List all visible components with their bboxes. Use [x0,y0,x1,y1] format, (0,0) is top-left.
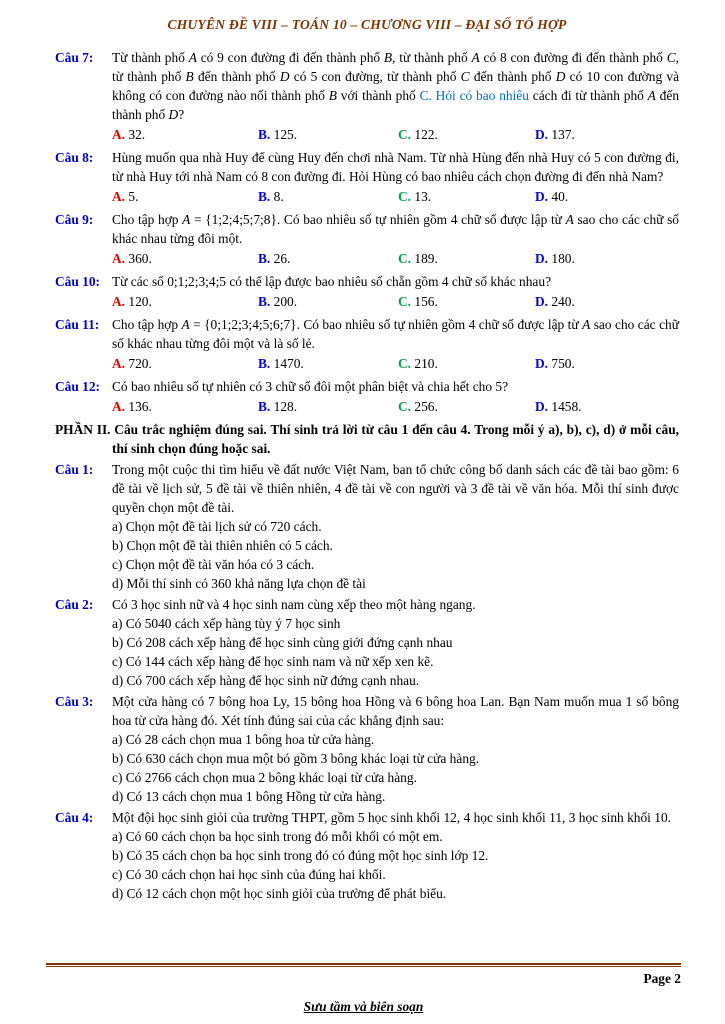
statement-item: c) Có 2766 cách chọn mua 2 bông khác loại từ cửa hàng. [112,770,417,785]
answer-option-A [112,249,258,268]
answer-option-A [112,292,258,311]
answer-value: 240. [548,294,575,309]
answer-key: D. [535,127,549,142]
question-text [112,210,679,248]
true-false-question [55,595,679,690]
question-text [112,315,679,353]
text-segment: A [647,88,656,103]
statement-list [112,614,679,690]
answer-key: C. [398,251,412,266]
text-segment: Cho tập hợp [112,212,183,227]
text-segment: A [182,212,191,227]
answer-key: D. [535,294,549,309]
question-main [112,377,679,418]
statement-item: d) Có 12 cách chọn một học sinh giỏi của trường để phát biểu. [112,886,447,901]
statement-item: b) Có 208 cách xếp hàng để học sinh cùng giới đứng cạnh nhau [112,635,453,650]
answer-key: D. [535,356,549,371]
multiple-choice-question [55,48,679,146]
multiple-choice-question [55,272,679,313]
answer-row [112,125,679,144]
part2-heading-row [55,420,679,458]
answer-key: A. [112,399,126,414]
answer-option-D [535,187,679,206]
question-label: Câu 9: [55,212,94,227]
answer-value: 360. [125,251,152,266]
answer-option-C [398,397,535,416]
text-segment: đến thành phố [193,69,280,84]
answer-value: 256. [411,399,438,414]
answer-value: 137. [548,127,575,142]
answer-value: 180. [548,251,575,266]
answer-key: D. [535,399,549,414]
page-number: Page 2 [643,971,681,986]
part2-true-false-section [55,460,679,903]
question-label: Câu 11: [55,317,100,332]
text-segment: có 10 con đường và không có con đường nào nối thành phố [112,69,680,103]
text-segment: Cho tập hợp [112,317,182,332]
text-segment: C [666,50,676,65]
answer-value: 1458. [548,399,582,414]
answer-value: 156. [411,294,438,309]
question-main [112,272,679,313]
true-false-question [55,808,679,903]
text-segment: , từ thành phố [112,50,679,84]
text-segment: A [181,317,190,332]
question-label: Câu 2: [55,597,94,612]
answer-key: C. [398,189,412,204]
answer-value: 122. [411,127,438,142]
text-segment: B [185,69,194,84]
text-segment: A [582,317,591,332]
text-segment: = {1;2;4;5;7;8}. [190,212,281,227]
answer-key: C. [398,356,412,371]
answer-key: A. [112,251,126,266]
statement-item: b) Có 35 cách chọn ba học sinh trong đó có đúng một học sinh lớp 12. [112,848,489,863]
answer-option-B [258,187,398,206]
multiple-choice-question [55,148,679,208]
statement-item: b) Chọn một đề tài thiên nhiên có 5 cách. [112,538,333,553]
statement-item: c) Có 144 cách xếp hàng để học sinh nam và nữ xếp xen kẽ. [112,654,434,669]
question-main [112,315,679,375]
answer-row [112,397,679,416]
question-text [112,460,679,517]
answer-key: D. [535,251,549,266]
text-segment: D [279,69,290,84]
question-main [112,808,679,903]
text-segment: , từ thành phố [392,50,472,65]
text-segment: A [188,50,197,65]
text-segment: cách đi từ thành phố [528,88,648,103]
answer-option-C [398,249,535,268]
answer-option-B [258,397,398,416]
question-text [112,48,679,124]
part1-multiple-choice-section [55,48,679,418]
statement-item: c) Có 30 cách chọn hai học sinh của đúng hai khối. [112,867,386,882]
answer-option-B [258,354,398,373]
answer-value: 1470. [270,356,304,371]
part2-instructions: Thí sinh trả lời từ câu 1 đến câu 4. Trong mỗi ý a), b), c), d) ở mỗi câu, thí sinh chọn đúng hoặc sai. [112,422,679,456]
part2-title: PHẦN II. Câu trắc nghiệm đúng sai. [55,422,267,437]
question-main [112,460,679,593]
answer-value: 5. [125,189,139,204]
answer-option-A [112,354,258,373]
answer-option-D [535,354,679,373]
text-segment: Từ các số 0;1;2;3;4;5 có thể lập được bao nhiêu số chẵn gồm 4 chữ số khác nhau? [112,274,552,289]
answer-value: 720. [125,356,152,371]
text-segment: Từ thành phố [112,50,189,65]
document-title: CHUYÊN ĐỀ VIII – TOÁN 10 – CHƯƠNG VIII – ĐẠI SỐ TỔ HỢP [167,17,567,32]
answer-key: C. [398,399,412,414]
answer-value: 125. [270,127,298,142]
question-text [112,595,679,614]
text-segment: C. Hỏi có bao nhiêu [419,88,529,103]
true-false-question [55,692,679,806]
text-segment: Có 3 học sinh nữ và 4 học sinh nam cùng xếp theo một hàng ngang. [112,597,476,612]
text-segment: A [565,212,574,227]
answer-value: 136. [125,399,152,414]
text-segment: sao cho các chữ số khác nhau từng đôi một. [112,212,679,246]
question-main [112,595,679,690]
text-segment: B [383,50,393,65]
question-main [112,148,679,208]
text-segment: Trong một cuộc thi tìm hiểu về đất nước Việt Nam, ban tổ chức công bố danh sách các đề tài bao gồm: 6 đề tài về lịch sử, 5 đề tài về thiên nhiên, 4 đề tài về con người và 3 đề tài về văn hóa. Mỗi thí sinh được quyền chọn một đề tài. [112,462,679,515]
statement-list [112,730,679,806]
statement-item: a) Chọn một đề tài lịch sử có 720 cách. [112,519,322,534]
text-segment: có 8 con đường đi đến thành phố [479,50,667,65]
answer-key: B. [258,356,271,371]
question-label: Câu 8: [55,150,94,165]
question-label: Câu 7: [55,50,94,65]
statement-item: a) Có 60 cách chọn ba học sinh trong đó mỗi khối có một em. [112,829,443,844]
answer-option-B [258,249,398,268]
text-segment: sao cho các chữ số khác nhau từng đôi một và là số lẻ. [112,317,679,351]
text-segment: D [555,69,566,84]
text-segment: đến thành phố [112,88,680,122]
text-segment: B [328,88,337,103]
answer-value: 40. [548,189,569,204]
answer-option-C [398,125,535,144]
multiple-choice-question [55,377,679,418]
answer-key: B. [258,294,271,309]
answer-key: D. [535,189,549,204]
text-segment: A [471,50,480,65]
text-segment: C [460,69,470,84]
answer-key: B. [258,399,271,414]
statement-item: a) Có 28 cách chọn mua 1 bông hoa từ cửa hàng. [112,732,375,747]
answer-key: C. [398,127,412,142]
question-label: Câu 3: [55,694,94,709]
multiple-choice-question [55,210,679,270]
footer-divider [46,963,681,967]
answer-row [112,354,679,373]
text-segment: đến thành phố [469,69,556,84]
answer-option-B [258,292,398,311]
question-label: Câu 4: [55,810,94,825]
answer-value: 120. [125,294,152,309]
answer-option-B [258,125,398,144]
answer-option-D [535,397,679,416]
answer-value: 750. [548,356,575,371]
question-text [112,272,679,291]
question-label: Câu 10: [55,274,101,289]
answer-value: 210. [411,356,438,371]
statement-item: d) Có 700 cách xếp hàng để học sinh nữ đứng cạnh nhau. [112,673,420,688]
answer-option-D [535,249,679,268]
question-text [112,808,679,827]
text-segment: Một cửa hàng có 7 bông hoa Ly, 15 bông hoa Hồng và 6 bông hoa Lan. Bạn Nam muốn mua 1 số bông hoa từ cửa hàng đó. Xét tính đúng sai của các khẳng định sau: [112,694,679,728]
answer-row [112,249,679,268]
answer-key: C. [398,294,412,309]
text-segment: = {0;1;2;3;4;5;6;7}. [189,317,300,332]
answer-key: A. [112,356,126,371]
answer-value: 13. [411,189,432,204]
text-segment: Có bao nhiêu số tự nhiên gồm 4 chữ số được lập từ [299,317,583,332]
answer-value: 189. [411,251,438,266]
question-text [112,377,679,396]
answer-option-A [112,187,258,206]
statement-list [112,517,679,593]
text-segment: Có bao nhiêu số tự nhiên có 3 chữ số đôi một phân biệt và chia hết cho 5? [112,379,509,394]
multiple-choice-question [55,315,679,375]
answer-value: 8. [270,189,284,204]
statement-item: b) Có 630 cách chọn mua một bó gồm 3 bông khác loại từ cửa hàng. [112,751,480,766]
question-label: Câu 1: [55,462,94,477]
answer-option-C [398,292,535,311]
answer-value: 32. [125,127,146,142]
statement-item: d) Có 13 cách chọn mua 1 bông Hồng từ cửa hàng. [112,789,386,804]
text-segment: Một đội học sinh giỏi của trường THPT, gồm 5 học sinh khối 12, 4 học sinh khối 11, 3 học sinh khối 10. [112,810,671,825]
answer-key: A. [112,127,126,142]
statement-item: a) Có 5040 cách xếp hàng tùy ý 7 học sinh [112,616,341,631]
text-segment: ? [178,107,185,122]
true-false-question [55,460,679,593]
page-footer [46,963,681,1016]
statement-list [112,827,679,903]
text-segment: D [168,107,179,122]
answer-key: A. [112,189,126,204]
text-segment: Có bao nhiêu số tự nhiên gồm 4 chữ số được lập từ [280,212,566,227]
answer-key: B. [258,251,271,266]
answer-option-A [112,125,258,144]
question-main [112,48,679,146]
statement-item: d) Mỗi thí sinh có 360 khả năng lựa chọn đề tài [112,576,366,591]
answer-option-A [112,397,258,416]
answer-key: A. [112,294,126,309]
statement-item: c) Chọn một đề tài văn hóa có 3 cách. [112,557,315,572]
answer-option-C [398,354,535,373]
text-segment: với thành phố [336,88,420,103]
answer-row [112,292,679,311]
answer-value: 128. [270,399,298,414]
text-segment: có 5 con đường, từ thành phố [289,69,461,84]
answer-option-C [398,187,535,206]
question-main [112,210,679,270]
answer-key: B. [258,189,271,204]
credit-line: Sưu tầm và biên soạn [303,999,424,1014]
question-main [112,692,679,806]
text-segment: Hùng muốn qua nhà Huy để cùng Huy đến chơi nhà Nam. Từ nhà Hùng đến nhà Huy có 5 con đường đi, từ nhà Huy tới nhà Nam có 8 con đường đi. Hỏi Hùng có bao nhiêu cách chọn đường đi đến nhà Nam? [112,150,679,184]
answer-option-D [535,125,679,144]
answer-key: B. [258,127,271,142]
text-segment: có 9 con đường đi đến thành phố [196,50,384,65]
question-text [112,692,679,730]
answer-value: 200. [270,294,298,309]
answer-option-D [535,292,679,311]
question-label: Câu 12: [55,379,101,394]
answer-row [112,187,679,206]
question-text [112,148,679,186]
answer-value: 26. [270,251,291,266]
